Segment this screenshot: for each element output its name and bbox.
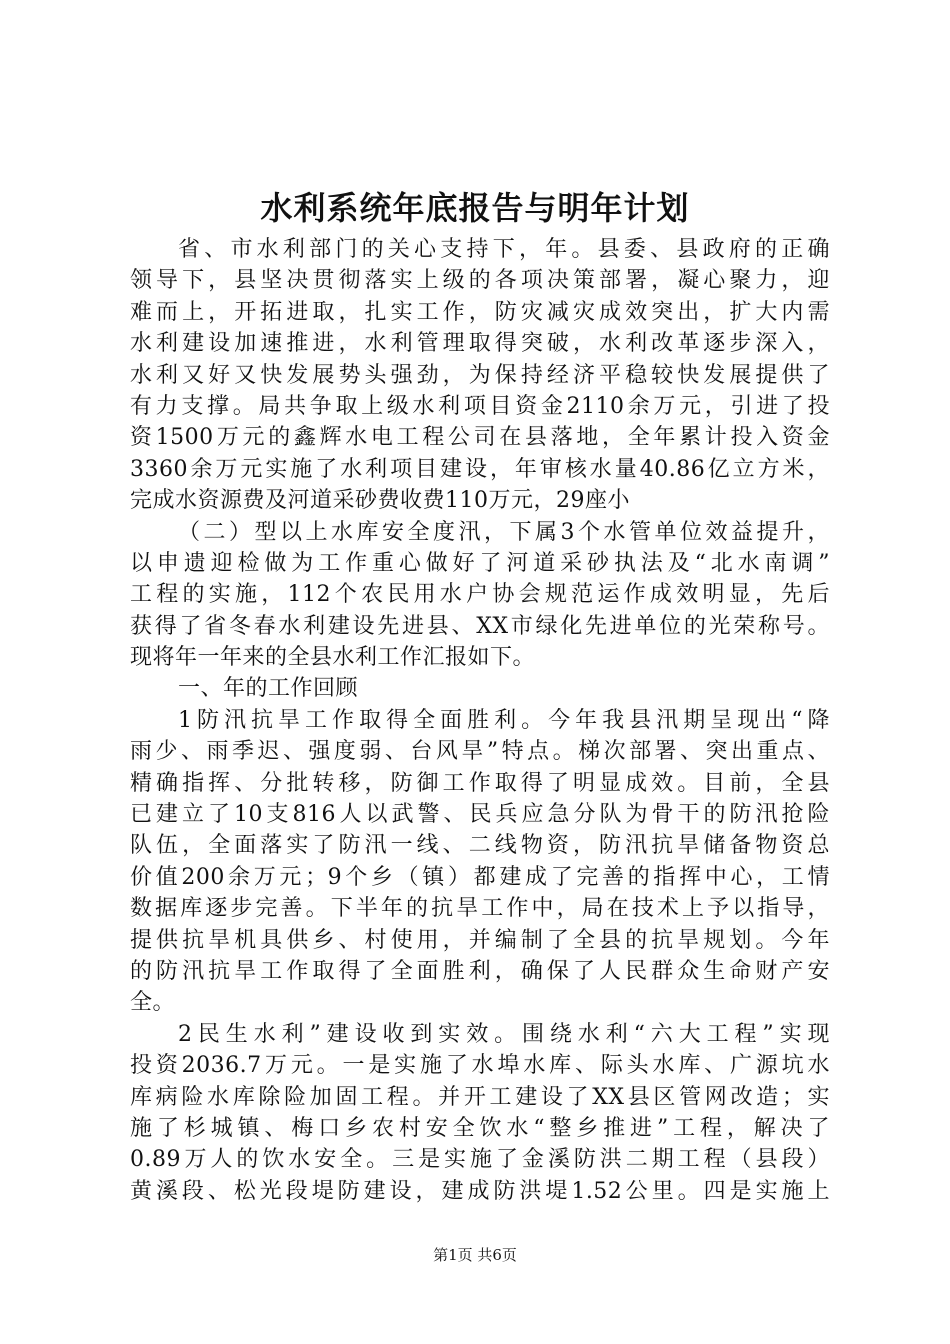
body-line: 0.89万人的饮水安全。三是实施了金溪防洪二期工程（县段） [130, 1147, 830, 1173]
body-line: 的防汛抗旱工作取得了全面胜利，确保了人民群众生命财产安 [130, 958, 830, 984]
body-line: 现将年一年来的全县水利工作汇报如下。 [130, 645, 536, 671]
body-line: 2民生水利”建设收到实效。围绕水利“六大工程”实现 [178, 1021, 830, 1047]
body-line: 难而上，开拓进取，扎实工作，防灾减灾成效突出，扩大内需 [130, 299, 830, 325]
body-line: 雨少、雨季迟、强度弱、台风旱”特点。梯次部署、突出重点、 [130, 739, 830, 765]
body-line: 全。 [130, 990, 176, 1016]
body-line: 库病险水库除险加固工程。并开工建设了XX县区管网改造；实 [130, 1084, 830, 1110]
body-line: 施了杉城镇、梅口乡农村安全饮水“整乡推进”工程，解决了 [130, 1115, 830, 1141]
body-line: 水利又好又快发展势头强劲，为保持经济平稳较快发展提供了 [130, 362, 830, 388]
document-title: 水利系统年底报告与明年计划 [260, 189, 690, 227]
body-line: （二）型以上水库安全度汛，下属3个水管单位效益提升， [178, 519, 830, 545]
body-line: 工程的实施，112个农民用水户协会规范运作成效明显，先后 [130, 582, 830, 608]
body-line: 提供抗旱机具供乡、村使用，并编制了全县的抗旱规划。今年 [130, 927, 830, 953]
body-line: 3360余万元实施了水利项目建设，年审核水量40.86亿立方米， [130, 456, 830, 482]
body-line: 有力支撑。局共争取上级水利项目资金2110余万元，引进了投 [130, 393, 830, 419]
body-line: 领导下，县坚决贯彻落实上级的各项决策部署，凝心聚力，迎 [130, 268, 830, 294]
body-line: 水利建设加速推进，水利管理取得突破，水利改革逐步深入， [130, 331, 830, 357]
body-line: 精确指挥、分批转移，防御工作取得了明显成效。目前，全县 [130, 770, 830, 796]
body-line: 已建立了10支816人以武警、民兵应急分队为骨干的防汛抢险 [130, 802, 830, 828]
body-line: 获得了省冬春水利建设先进县、XX市绿化先进单位的光荣称号。 [130, 613, 830, 639]
body-line: 价值200余万元；9个乡（镇）都建成了完善的指挥中心，工情 [130, 864, 830, 890]
body-line: 黄溪段、松光段堤防建设，建成防洪堤1.52公里。四是实施上 [130, 1178, 830, 1204]
body-line: 投资2036.7万元。一是实施了水埠水库、际头水库、广源坑水 [130, 1053, 830, 1079]
body-line: 以申遗迎检做为工作重心做好了河道采砂执法及“北水南调” [130, 550, 830, 576]
body-line: 1防汛抗旱工作取得全面胜利。今年我县汛期呈现出“降 [178, 707, 830, 733]
page-footer: 第1页 共6页 [433, 1246, 517, 1264]
body-line: 数据库逐步完善。下半年的抗旱工作中，局在技术上予以指导， [130, 896, 830, 922]
body-line: 完成水资源费及河道采砂费收费110万元，29座小 [130, 488, 630, 514]
document-body [130, 234, 830, 1207]
body-line: 省、市水利部门的关心支持下，年。县委、县政府的正确 [178, 237, 830, 262]
section-heading: 一、年的工作回顾 [178, 676, 359, 702]
body-line: 资1500万元的鑫辉水电工程公司在县落地，全年累计投入资金 [130, 425, 830, 451]
body-line: 队伍，全面落实了防汛一线、二线物资，防汛抗旱储备物资总 [130, 833, 830, 859]
